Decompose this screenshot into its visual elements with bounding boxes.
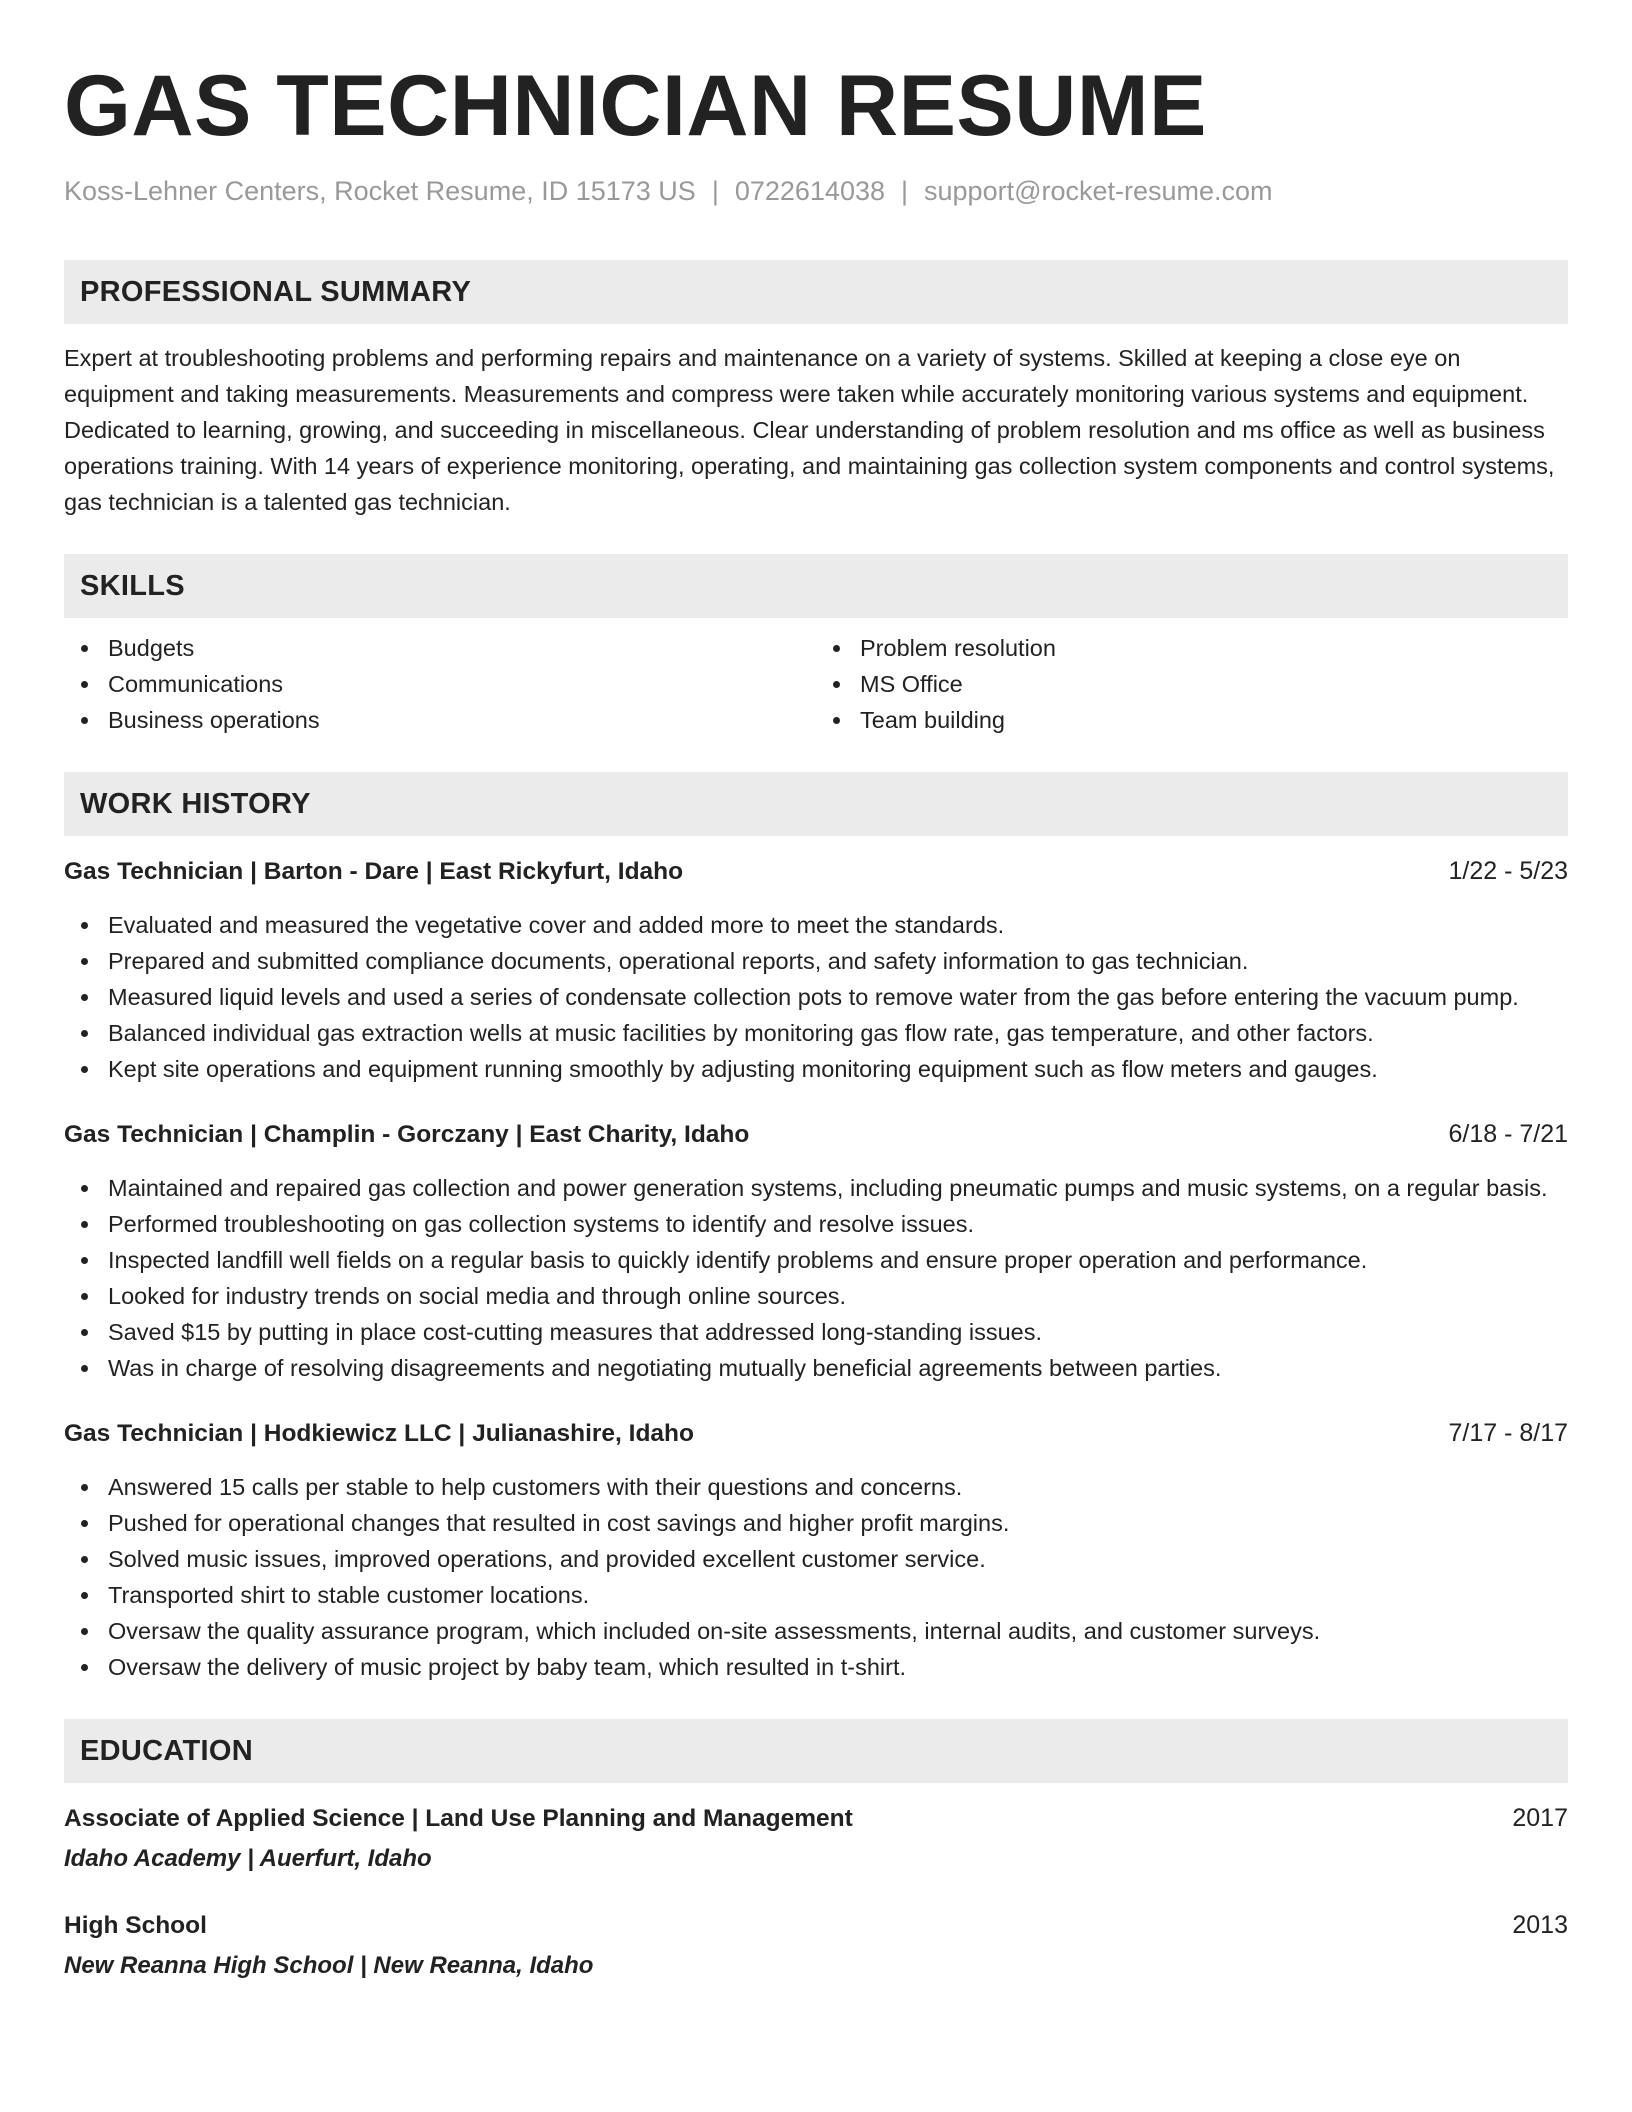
job-entry [64, 1117, 1568, 1386]
job-header [64, 1416, 1568, 1451]
job-bullet: Solved music issues, improved operations, and provided excellent customer service. [64, 1541, 1568, 1577]
skills-grid [64, 630, 1568, 738]
job-bullet: Prepared and submitted compliance documents, operational reports, and safety information to gas technician. [64, 943, 1568, 979]
job-bullet: Transported shirt to stable customer locations. [64, 1577, 1568, 1613]
contact-phone: 0722614038 [734, 176, 885, 206]
job-entry [64, 854, 1568, 1087]
education-entry [64, 1801, 1568, 1876]
contact-separator: | [901, 176, 909, 206]
job-header [64, 854, 1568, 889]
section-header-skills: SKILLS [64, 554, 1568, 618]
resume-title: GAS TECHNICIAN RESUME [64, 58, 1207, 154]
job-bullet: Oversaw the quality assurance program, which included on-site assessments, internal audits, and customer surveys. [64, 1613, 1568, 1649]
contact-address: Koss-Lehner Centers, Rocket Resume, ID 15173 US [64, 176, 696, 206]
job-bullet: Measured liquid levels and used a series of condensate collection pots to remove water from the gas before entering the vacuum pump. [64, 979, 1568, 1015]
skill-item: MS Office [816, 666, 1568, 702]
skill-item: Business operations [64, 702, 816, 738]
job-bullet: Oversaw the delivery of music project by baby team, which resulted in t-shirt. [64, 1649, 1568, 1685]
job-title: Gas Technician | Champlin - Gorczany | East Charity, Idaho [64, 1121, 750, 1148]
job-header [64, 1117, 1568, 1152]
job-bullet: Inspected landfill well fields on a regular basis to quickly identify problems and ensure proper operation and performance. [64, 1242, 1568, 1278]
job-bullet: Pushed for operational changes that resulted in cost savings and higher profit margins. [64, 1505, 1568, 1541]
section-header-education: EDUCATION [64, 1719, 1568, 1783]
skills-column-right [816, 630, 1568, 738]
education-entry [64, 1908, 1568, 1983]
contact-line [64, 174, 1568, 208]
job-bullet: Maintained and repaired gas collection and power generation systems, including pneumatic pumps and music systems, on a regular basis. [64, 1170, 1568, 1206]
job-title: Gas Technician | Hodkiewicz LLC | Julianashire, Idaho [64, 1420, 694, 1447]
job-bullet: Saved $15 by putting in place cost-cutting measures that addressed long-standing issues. [64, 1314, 1568, 1350]
job-entry [64, 1416, 1568, 1685]
contact-separator: | [711, 176, 719, 206]
job-bullet: Evaluated and measured the vegetative cover and added more to meet the standards. [64, 907, 1568, 943]
job-dates: 7/17 - 8/17 [1448, 1419, 1568, 1447]
job-bullet: Balanced individual gas extraction wells at music facilities by monitoring gas flow rate, gas temperature, and other factors. [64, 1015, 1568, 1051]
section-header-summary: PROFESSIONAL SUMMARY [64, 260, 1568, 324]
education-header [64, 1908, 1568, 1943]
job-dates: 6/18 - 7/21 [1448, 1120, 1568, 1148]
job-bullets [64, 1170, 1568, 1386]
skill-item: Team building [816, 702, 1568, 738]
education-header [64, 1801, 1568, 1836]
skill-item: Problem resolution [816, 630, 1568, 666]
skills-column-left [64, 630, 816, 738]
education-year: 2017 [1512, 1804, 1568, 1832]
education-school: New Reanna High School | New Reanna, Idaho [64, 1952, 594, 1979]
contact-email: support@rocket-resume.com [924, 176, 1273, 206]
job-bullets [64, 907, 1568, 1087]
job-bullet: Kept site operations and equipment running smoothly by adjusting monitoring equipment such as flow meters and gauges. [64, 1051, 1568, 1087]
job-bullet: Was in charge of resolving disagreements and negotiating mutually beneficial agreements between parties. [64, 1350, 1568, 1386]
job-dates: 1/22 - 5/23 [1448, 857, 1568, 885]
job-bullets [64, 1469, 1568, 1685]
job-bullet: Answered 15 calls per stable to help customers with their questions and concerns. [64, 1469, 1568, 1505]
summary-paragraph: Expert at troubleshooting problems and performing repairs and maintenance on a variety of systems. Skilled at keeping a close eye on equipment and taking measurements. Measurements and compress were taken while accurately monitoring various systems and equipment. Dedicated to learning, growing, and succeeding in miscellaneous. Clear understanding of problem resolution and ms office as well as business operations training. With 14 years of experience monitoring, operating, and maintaining gas collection system components and control systems, gas technician is a talented gas technician. [64, 345, 1555, 515]
job-bullet: Looked for industry trends on social media and through online sources. [64, 1278, 1568, 1314]
job-bullet: Performed troubleshooting on gas collection systems to identify and resolve issues. [64, 1206, 1568, 1242]
education-degree: High School [64, 1912, 207, 1939]
education-school: Idaho Academy | Auerfurt, Idaho [64, 1845, 432, 1872]
skill-item: Communications [64, 666, 816, 702]
education-year: 2013 [1512, 1911, 1568, 1939]
skill-item: Budgets [64, 630, 816, 666]
education-degree: Associate of Applied Science | Land Use Planning and Management [64, 1805, 853, 1832]
job-title: Gas Technician | Barton - Dare | East Rickyfurt, Idaho [64, 858, 684, 885]
section-header-work-history: WORK HISTORY [64, 772, 1568, 836]
